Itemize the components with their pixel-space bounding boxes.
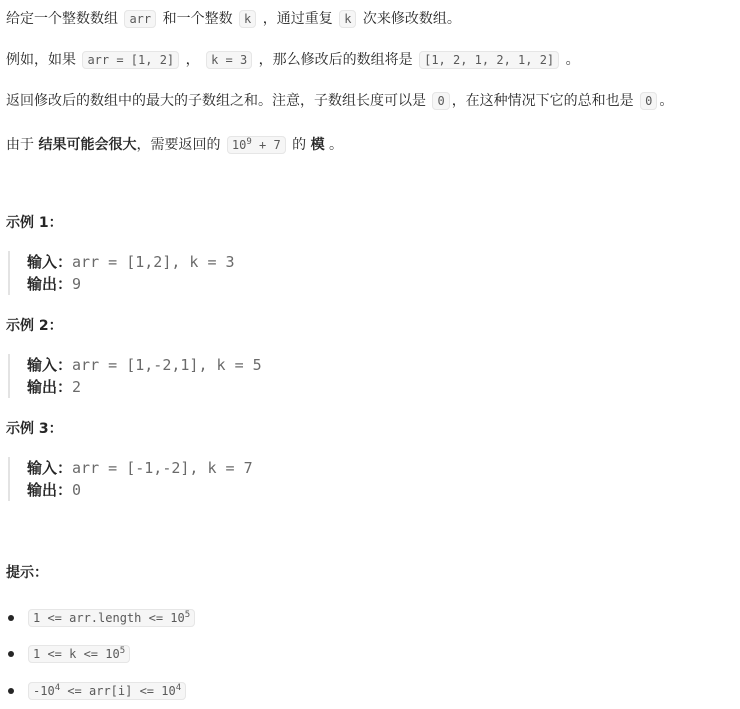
code-zero: 0: [640, 92, 657, 110]
code-modulo: $10^9 + 7$: [227, 136, 286, 154]
text: 的: [287, 137, 311, 153]
code-arr-example: arr = [1, 2]: [82, 51, 179, 69]
text: 。: [659, 93, 674, 109]
output-value: 0: [72, 481, 82, 499]
text: ，需要返回的: [136, 137, 225, 153]
constraint-code: $-10^4 <= arr[i] <= 10^4$: [28, 682, 186, 700]
code-k: k: [339, 10, 356, 28]
code-result-array: [1, 2, 1, 2, 1, 2]: [419, 51, 559, 69]
output-value: 9: [72, 275, 82, 293]
output-label: 输出：: [27, 481, 73, 499]
constraints-heading: 提示：: [6, 565, 48, 581]
output-value: 2: [72, 378, 82, 396]
text: ，那么修改后的数组将是: [254, 52, 418, 68]
text: 给定一个整数数组: [6, 11, 123, 27]
text: 和一个整数: [158, 11, 238, 27]
example-2-block: [8, 354, 262, 398]
bullet-icon: [8, 651, 14, 657]
intro-paragraph-2: [6, 49, 580, 71]
code-zero: 0: [432, 92, 449, 110]
code-k: k: [239, 10, 256, 28]
intro-paragraph-3: [6, 90, 673, 112]
input-label: 输入：: [27, 253, 73, 271]
text: 。: [324, 137, 344, 153]
example-2-heading: 示例 2：: [6, 318, 63, 334]
intro-paragraph-4: [6, 131, 343, 156]
intro-paragraph-1: [6, 8, 461, 30]
input-label: 输入：: [27, 356, 73, 374]
bullet-icon: [8, 688, 14, 694]
constraint-item-2: [6, 639, 132, 666]
bullet-icon: [8, 615, 14, 621]
constraint-item-1: [6, 603, 197, 630]
text: ，在这种情况下它的总和也是: [451, 93, 639, 109]
output-label: 输出：: [27, 275, 73, 293]
text: 由于: [6, 137, 39, 153]
text: ，: [181, 52, 205, 68]
example-1-block: [8, 251, 235, 295]
example-3-heading: 示例 3：: [6, 421, 63, 437]
code-k-example: k = 3: [206, 51, 252, 69]
input-value: arr = [-1,-2], k = 7: [72, 459, 253, 477]
output-label: 输出：: [27, 378, 73, 396]
bold-text: 结果可能会很大: [38, 137, 137, 153]
code-arr: arr: [124, 10, 156, 28]
text: 。: [561, 52, 580, 68]
constraint-item-3: [6, 676, 188, 703]
example-1-heading: 示例 1：: [6, 215, 63, 231]
text: 返回修改后的数组中的最大的子数组之和。注意，子数组长度可以是: [6, 93, 431, 109]
text: ，通过重复: [258, 11, 338, 27]
input-value: arr = [1,-2,1], k = 5: [72, 356, 262, 374]
constraint-code: 1 <= arr.length <= $10^5$: [28, 609, 195, 627]
bold-text: 模: [310, 137, 325, 153]
example-3-block: [8, 457, 253, 501]
input-value: arr = [1,2], k = 3: [72, 253, 235, 271]
text: 次来修改数组。: [358, 11, 461, 27]
constraint-code: $1 <= k <= 10^5$: [28, 645, 130, 663]
input-label: 输入：: [27, 459, 73, 477]
text: 例如，如果: [6, 52, 81, 68]
